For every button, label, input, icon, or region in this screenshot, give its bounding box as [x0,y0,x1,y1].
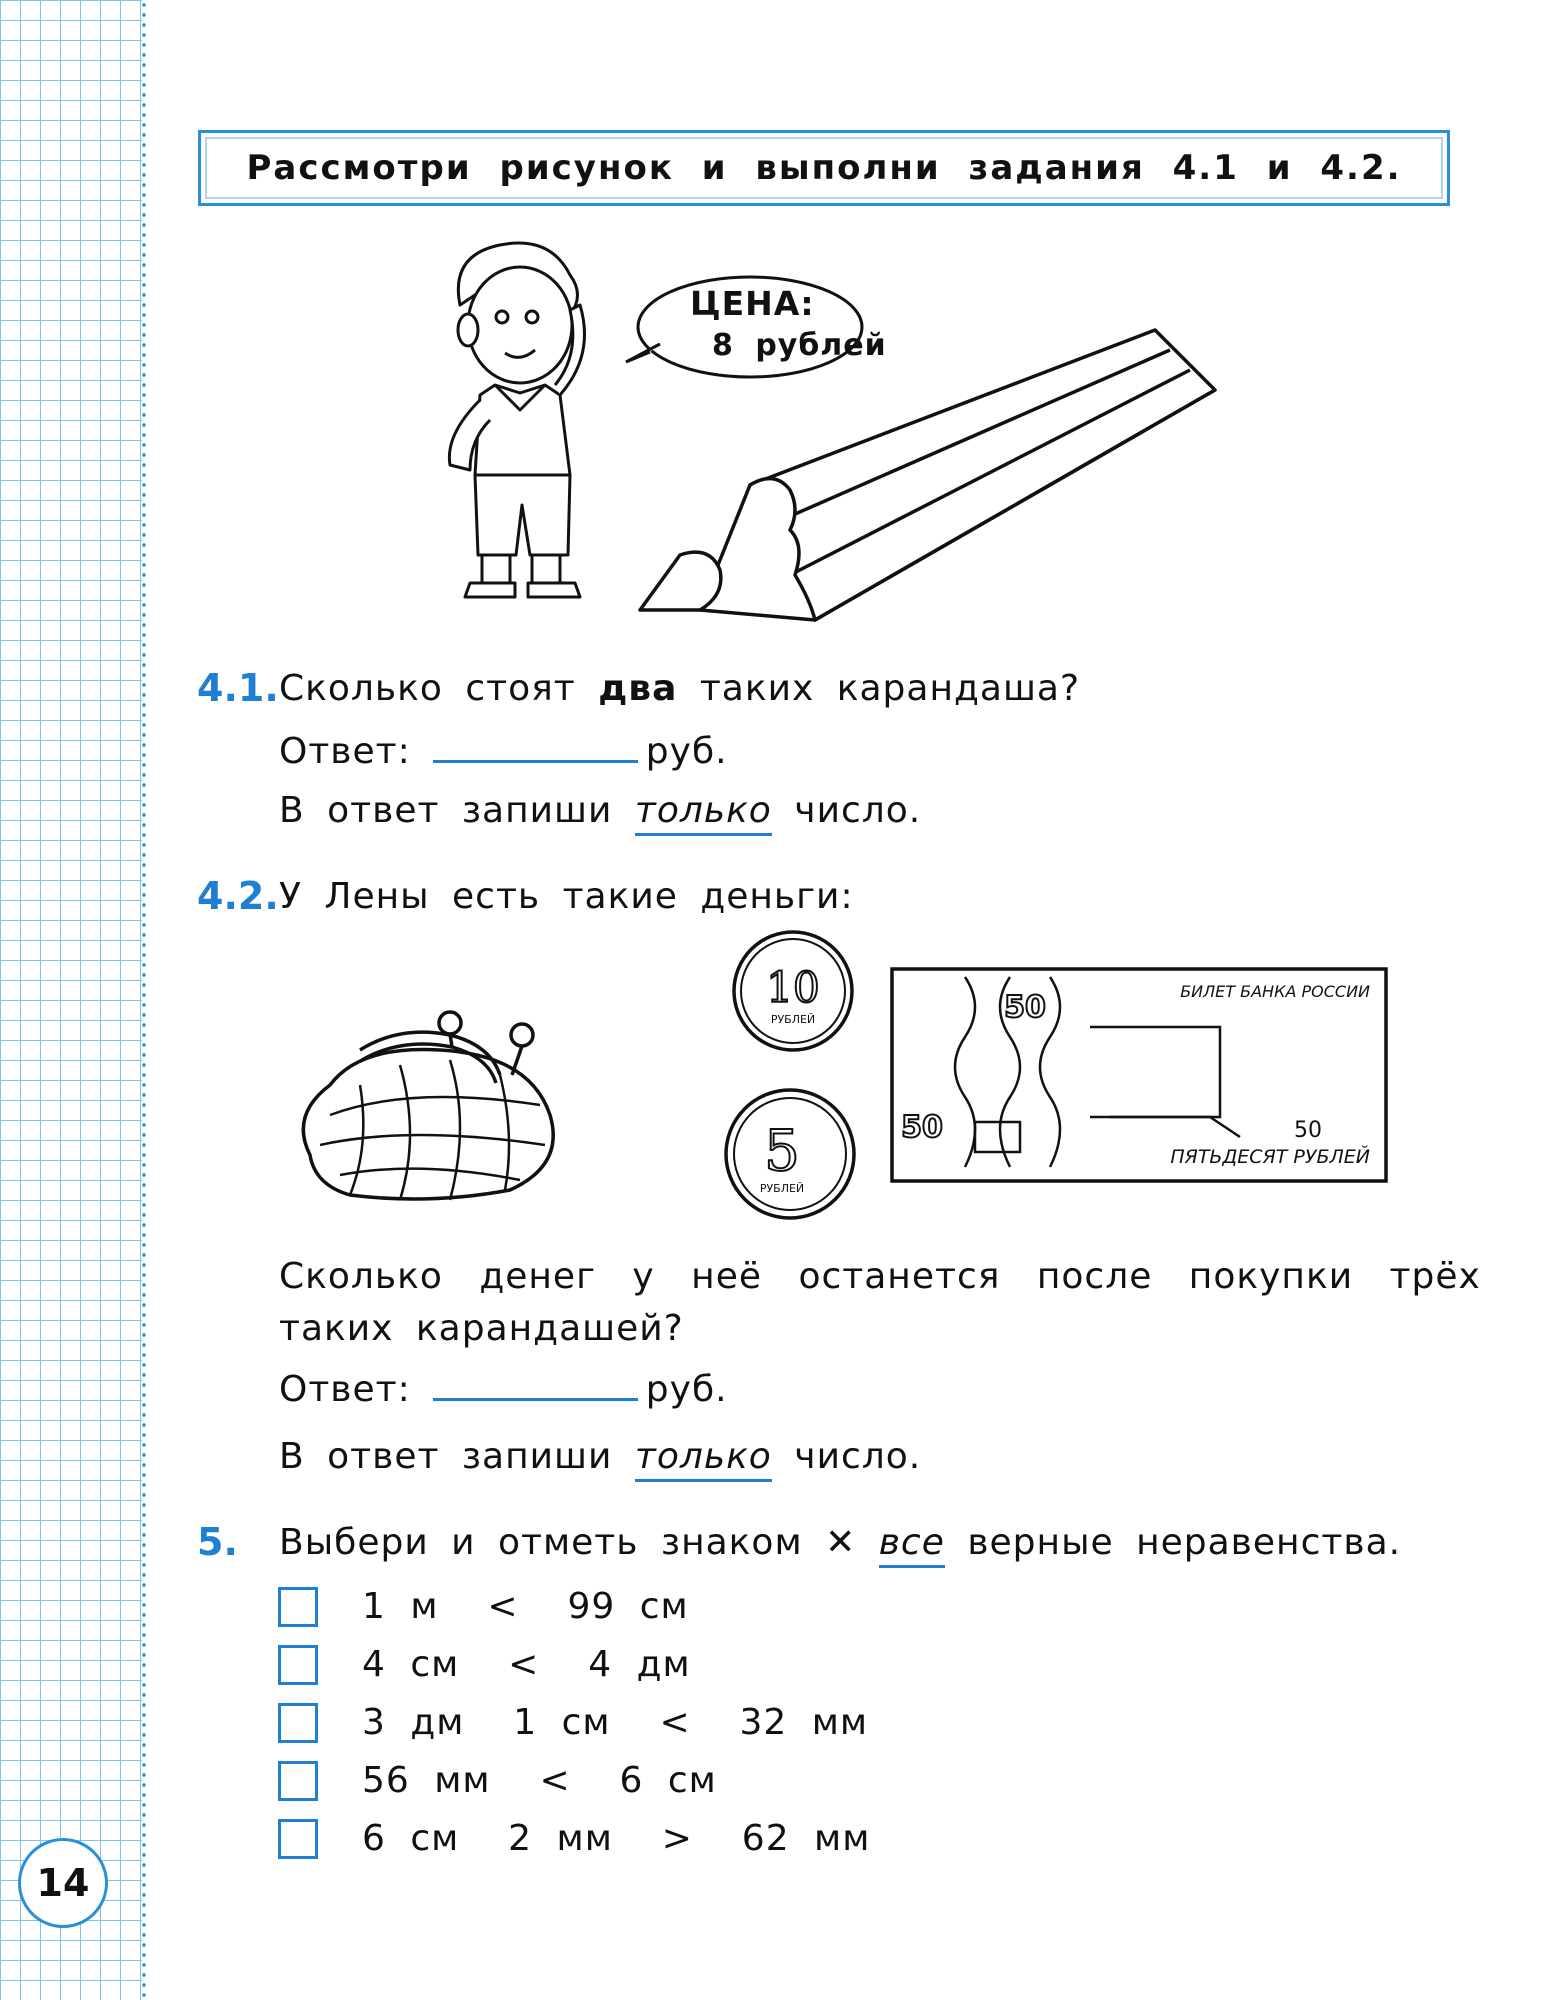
page-number: 14 [18,1838,108,1928]
task-4-2-answer-line [279,1368,728,1410]
option-label-5: 6 см 2 мм > 62 мм [362,1818,871,1859]
option-checkbox-2[interactable] [278,1645,318,1685]
task-4-1-question-post: таких карандаша? [699,668,1081,709]
boy-illustration [420,235,620,625]
task-4-2-answer-label: Ответ: [279,1369,411,1410]
task-5-instruction [279,1522,1401,1563]
coin-5-rubles [722,1086,858,1222]
task-4-1-question [279,668,1080,709]
task-4-1-answer-blank[interactable] [433,730,638,763]
task-5-text-pre: Выбери и отметь знаком [279,1522,803,1563]
grid-margin [0,0,142,2000]
task-4-1-note-italic: только [635,790,772,836]
option-checkbox-3[interactable] [278,1703,318,1743]
banknote-footer: ПЯТЬДЕСЯТ РУБЛЕЙ [1170,1146,1370,1168]
task-4-2-note-italic: только [635,1436,772,1482]
task-4-2-unit: руб. [645,1369,728,1410]
task-4-1-answer-label: Ответ: [279,731,411,772]
task-4-1-note [279,790,921,831]
option-row-2 [278,1644,691,1685]
cross-mark-icon: ✕ [825,1522,857,1563]
banknote-value-top: 50 [1004,990,1046,1025]
banknote-value-left: 50 [901,1110,943,1145]
option-label-2: 4 см < 4 дм [362,1644,691,1685]
task-4-2-note-pre: В ответ запиши [279,1436,613,1477]
option-row-5 [278,1818,870,1859]
speech-bubble-line2: 8 рублей [712,328,887,363]
coin-10-label: РУБЛЕЙ [770,1013,816,1026]
option-checkbox-4[interactable] [278,1761,318,1801]
task-4-2-note [279,1436,921,1477]
banknote-value-right: 50 [1294,1118,1322,1143]
option-row-1 [278,1586,689,1627]
task-4-2-number: 4.2. [197,874,279,918]
task-4-1-number: 4.1. [197,666,279,710]
dotted-margin-line [142,0,146,2000]
task-5-number: 5. [197,1520,238,1564]
pencil-illustration [630,320,1230,630]
banknote-header: БИЛЕТ БАНКА РОССИИ [1180,982,1370,1001]
task-4-2-intro: У Лены есть такие деньги: [279,876,854,917]
task-4-1-unit: руб. [645,731,728,772]
option-label-4: 56 мм < 6 см [362,1760,717,1801]
task-4-1-question-pre: Сколько стоят [279,668,576,709]
option-checkbox-1[interactable] [278,1587,318,1627]
option-row-4 [278,1760,717,1801]
task-4-2-note-post: число. [794,1436,922,1477]
purse-illustration [290,1005,570,1205]
task-4-2-question-line1: Сколько денег у неё останется после покупки трёх [279,1256,1481,1297]
coin-5-value: 5 [764,1119,800,1184]
option-row-3 [278,1702,868,1743]
instruction-header-text: Рассмотри рисунок и выполни задания 4.1 и 4.2. [246,148,1402,188]
task-4-1-note-pre: В ответ запиши [279,790,613,831]
task-5-text-post: верные неравенства. [967,1522,1402,1563]
coin-10-rubles [730,928,856,1054]
instruction-header [198,130,1450,206]
speech-bubble-line1: ЦЕНА: [690,284,815,323]
task-4-2-question-line2: таких карандашей? [279,1308,684,1349]
option-checkbox-5[interactable] [278,1819,318,1859]
coin-10-value: 10 [766,963,820,1012]
task-4-1-note-post: число. [794,790,922,831]
task-4-1-question-bold: два [598,668,678,709]
banknote-50-rubles [890,967,1388,1183]
coin-5-label: РУБЛЕЙ [759,1182,805,1195]
task-5-text-italic: все [879,1522,945,1568]
option-label-1: 1 м < 99 см [362,1586,689,1627]
task-4-2-answer-blank[interactable] [433,1368,638,1401]
option-label-3: 3 дм 1 см < 32 мм [362,1702,869,1743]
task-4-1-answer-line [279,730,728,772]
